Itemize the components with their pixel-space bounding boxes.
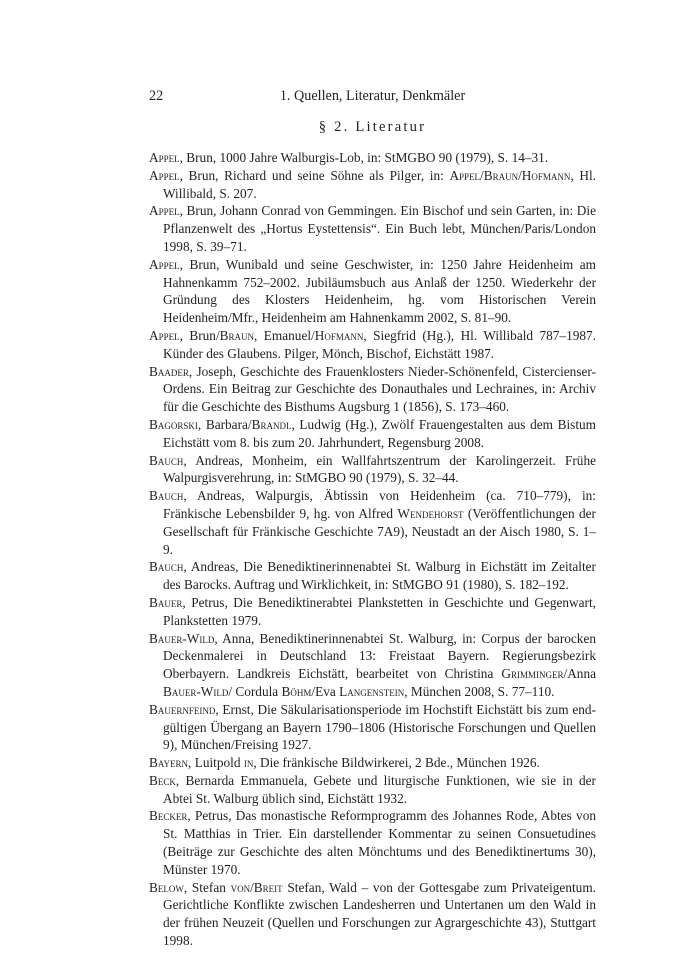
bibliography-entry: [149, 558, 596, 594]
author-name: Bauer: [149, 594, 183, 610]
entry-text: , Brun, 1000 Jahre Walburgis-Lob, in: StMGBO 90 (1979), S. 14–31.: [179, 150, 549, 165]
bibliography-list: [149, 149, 596, 950]
entry-text: , Petrus, Das monastische Reformprogramm des Johannes Rode, Abtes von St. Matthias in Trier. Ein darstellender Kommentar zu seinen Consuetudines (Beiträge zur Geschichte des alten Mönchtums und des Benediktinertums 30), Münster 1970.: [163, 808, 596, 877]
author-name: Appel/Braun/Hofmann: [449, 167, 571, 183]
bibliography-entry: [149, 879, 596, 950]
entry-text: , Barbara/: [197, 416, 252, 432]
author-name: in: [243, 755, 254, 771]
bibliography-entry: [149, 772, 596, 808]
author-name: Braun: [219, 327, 255, 343]
entry-text: , Brun, Johann Conrad von Gemmingen. Ein Bischof und sein Garten, in: Die Pflanzenwelt des „Hortus Eystettensis“. Ein Buch lebt, München/Paris/London 1998, S. 39–71.: [163, 203, 596, 254]
entry-text: , Joseph, Geschichte des Frauenklosters Nieder-Schönenfeld, Cistercienser-Ordens. Ein Beitrag zur Geschichte des Donauthales und Lechraines, in: Archiv für die Geschichte des Bisthums Augsburg 1 (1856), S. 173–460.: [163, 363, 596, 415]
entry-text: / Cordula: [228, 683, 282, 699]
running-head: [149, 86, 596, 106]
author-name: Becker: [149, 808, 188, 824]
author-name: Grimminger: [501, 666, 564, 682]
author-name: Below: [149, 879, 184, 895]
author-name: Bauernfeind: [149, 701, 216, 717]
author-name: Appel: [149, 167, 180, 183]
author-name: Appel: [149, 256, 180, 272]
entry-text: , Hl. Willibald, S. 207.: [163, 167, 596, 201]
entry-text: , Siegfrid (Hg.), Hl. Willibald 787–1987. Künder des Glaubens. Pilger, Mönch, Bischof, Eichstätt 1987.: [163, 327, 597, 361]
entry-text: , Ernst, Die Säkularisationsperiode im Hochstift Eichstätt bis zum endgültigen Übergang an Bayern 1790–1806 (Historische Forschungen und Quellen 9), München/Freising 1927.: [163, 701, 596, 753]
entry-text: (Veröffentlichungen der Gesellschaft für Fränkische Geschichte 7A9), Neustadt an der Aisch 1980, S. 1–9.: [163, 505, 596, 557]
author-name: Böhm: [281, 683, 312, 699]
entry-text: , Brun, Wunibald und seine Geschwister, in: 1250 Jahre Heidenheim am Hahnenkamm 752–2002. Jubiläumsbuch aus Anlaß der 1250. Wiederkehr der Gründung des Klosters Heidenheim, hg. vom Historischen Verein Heidenheim/Mfr., Heidenheim am Hahnenkamm 2002, S. 81–90.: [163, 256, 596, 326]
author-name: Bauch: [149, 559, 184, 575]
author-name: Beck: [149, 772, 176, 788]
bibliography-entry: [149, 630, 596, 701]
entry-text: , Petrus, Die Benediktinerabtei Plankstetten in Geschichte und Gegenwart, Plankstetten 1979.: [163, 594, 596, 628]
author-name: Wendehorst: [397, 505, 464, 521]
bibliography-entry: [149, 452, 596, 488]
entry-text: Stefan, Wald – von der Gottesgabe zum Privateigentum. Gerichtliche Konflikte zwischen Landesherren und Untertanen um den Wald in der frühen Neuzeit (Quellen und Forschungen zur Agrargeschichte 43), Stuttgart 1998.: [163, 879, 596, 949]
author-name: Hofmann: [314, 327, 364, 343]
entry-text: /Anna: [563, 666, 596, 682]
bibliography-entry: [149, 594, 596, 630]
bibliography-entry: [149, 202, 596, 255]
author-name: Langenstein: [339, 683, 405, 699]
author-name: Bauer-Wild: [163, 683, 229, 699]
author-name: Breit: [253, 879, 283, 895]
entry-text: , Andreas, Walpurgis, Äbtissin von Heidenheim (ca. 710–779), in: Fränkische Lebensbilder 9, hg. von Alfred: [163, 488, 596, 521]
author-name: Baader: [149, 363, 189, 379]
author-name: Brandl: [251, 416, 292, 432]
page-number: 22: [149, 88, 164, 104]
entry-text: , Anna, Benediktinerinnenabtei St. Walburg, in: Corpus der barocken Deckenmalerei in Deutschland 13: Freistaat Bayern. Regierungsbezirk Oberbayern. Landkreis Eichstätt, bearbeitet von Christina: [163, 630, 596, 682]
entry-text: , Emanuel/: [254, 327, 315, 343]
entry-text: , Ludwig (Hg.), Zwölf Frauengestalten aus dem Bistum Eichstätt vom 8. bis zum 20. Jahrhundert, Regensburg 2008.: [163, 416, 597, 450]
entry-text: , München 2008, S. 77–110.: [404, 683, 555, 699]
bibliography-entry: [149, 807, 596, 878]
entry-text: , Brun/: [179, 327, 220, 343]
section-heading: § 2. Literatur: [318, 119, 427, 135]
bibliography-entry: [149, 701, 596, 754]
entry-text: , Luitpold: [188, 755, 244, 771]
author-name: Bayern: [149, 755, 189, 771]
bibliography-entry: [149, 487, 596, 558]
entry-text: , Brun, Richard und seine Söhne als Pilger, in:: [179, 167, 450, 183]
author-name: Bagorski: [149, 416, 198, 432]
bibliography-entry: [149, 149, 596, 167]
entry-text: /Eva: [311, 683, 340, 699]
author-name: Appel: [149, 203, 180, 219]
author-name: Appel: [149, 327, 180, 343]
author-name: Appel: [149, 150, 180, 165]
entry-text: , Stefan: [183, 879, 231, 895]
author-name: Bauer-Wild: [149, 630, 215, 646]
entry-text: , Andreas, Monheim, ein Wallfahrtszentrum der Karolingerzeit. Frühe Walpurgisverehrung, in: StMGBO 90 (1979), S. 32–44.: [163, 452, 596, 486]
bibliography-entry: [149, 416, 596, 452]
bibliography-entry: [149, 363, 596, 416]
author-name: von: [230, 879, 251, 895]
bibliography-entry: [149, 327, 596, 363]
entry-text: , Andreas, Die Benediktinerinnenabtei St. Walburg in Eichstätt im Zeitalter des Barocks. Auftrag und Wirklichkeit, in: StMGBO 91 (1980), S. 182–192.: [163, 559, 596, 593]
running-title: 1. Quellen, Literatur, Denkmäler: [279, 88, 466, 104]
entry-text: , Bernarda Emmanuela, Gebete und liturgische Funktionen, wie sie in der Abtei St. Walburg üblich sind, Eichstätt 1932.: [163, 772, 596, 806]
bibliography-entry: [149, 167, 596, 203]
author-name: Bauch: [149, 488, 184, 504]
entry-text: /: [250, 879, 254, 895]
bibliography-entry: [149, 754, 596, 772]
entry-text: , Die fränkische Bildwirkerei, 2 Bde., München 1926.: [253, 755, 540, 771]
bibliography-entry: [149, 256, 596, 327]
author-name: Bauch: [149, 452, 184, 468]
